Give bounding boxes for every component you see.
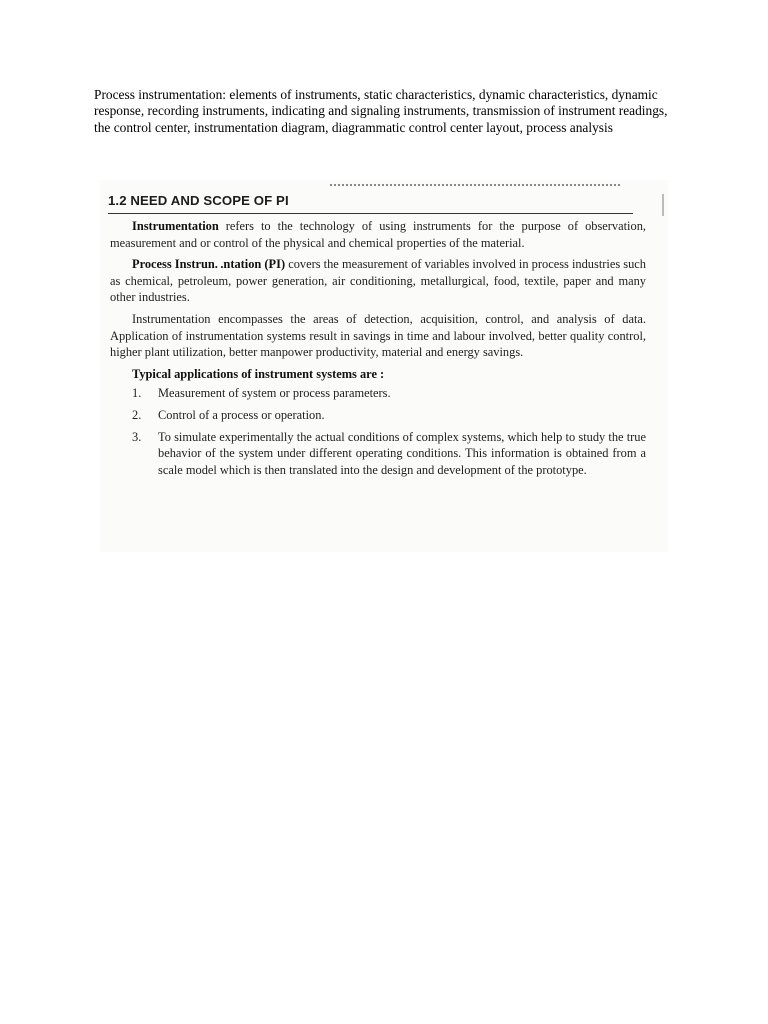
- list-item-number: 1.: [132, 386, 142, 401]
- list-item-number: 2.: [132, 407, 142, 422]
- list-item-text: Control of a process or operation.: [158, 407, 325, 422]
- scan-edge-mark: [662, 194, 664, 216]
- applications-list: [110, 385, 646, 478]
- heading-rule: [108, 213, 633, 214]
- paragraph-process-instrumentation-text: covers the measurement of variables involved in process industries such as chemical, petroleum, power generation, air conditioning, metallurgical, food, textile, paper and many other industries.: [110, 257, 646, 305]
- applications-title: Typical applications of instrument systems are :: [132, 366, 385, 381]
- list-item-text: Measurement of system or process parameters.: [158, 386, 391, 401]
- scan-body: [110, 218, 646, 483]
- paragraph-instrumentation: [110, 218, 646, 251]
- scan-cropped-text-line: [330, 184, 620, 186]
- list-item: [110, 407, 646, 424]
- list-item: [110, 385, 646, 402]
- term-instrumentation: Instrumentation: [132, 219, 219, 233]
- intro-paragraph: Process instrumentation: elements of instruments, static characteristics, dynamic characteristics, dynamic response, recording instruments, indicating and signaling instruments, transmission of instrument readings, the control center, instrumentation diagram, diagrammatic control center layout, process analysis: [94, 87, 668, 135]
- paragraph-process-instrumentation: [110, 256, 646, 306]
- term-process-instrumentation: Process Instrun. .ntation (PI): [132, 257, 286, 272]
- list-item-number: 3.: [132, 429, 142, 444]
- scanned-page-image: [100, 180, 668, 552]
- section-heading: 1.2 NEED AND SCOPE OF PI: [108, 193, 289, 208]
- list-item: [110, 429, 646, 479]
- list-item-text: To simulate experimentally the actual conditions of complex systems, which help to study the true behavior of the system under different operating conditions. This information is obtained from a scale model which is then translated into the design and development of the prototype.: [158, 429, 646, 477]
- paragraph-instrumentation-text: refers to the technology of using instruments for the purpose of observation, measurement and or control of the physical and chemical properties of the material.: [110, 219, 646, 250]
- section-heading-row: [108, 192, 628, 214]
- paragraph-scope: Instrumentation encompasses the areas of detection, acquisition, control, and analysis of data. Application of instrumentation systems result in savings in time and labour involved, better quality control, higher plant utilization, better manpower productivity, material and energy savings.: [110, 311, 646, 360]
